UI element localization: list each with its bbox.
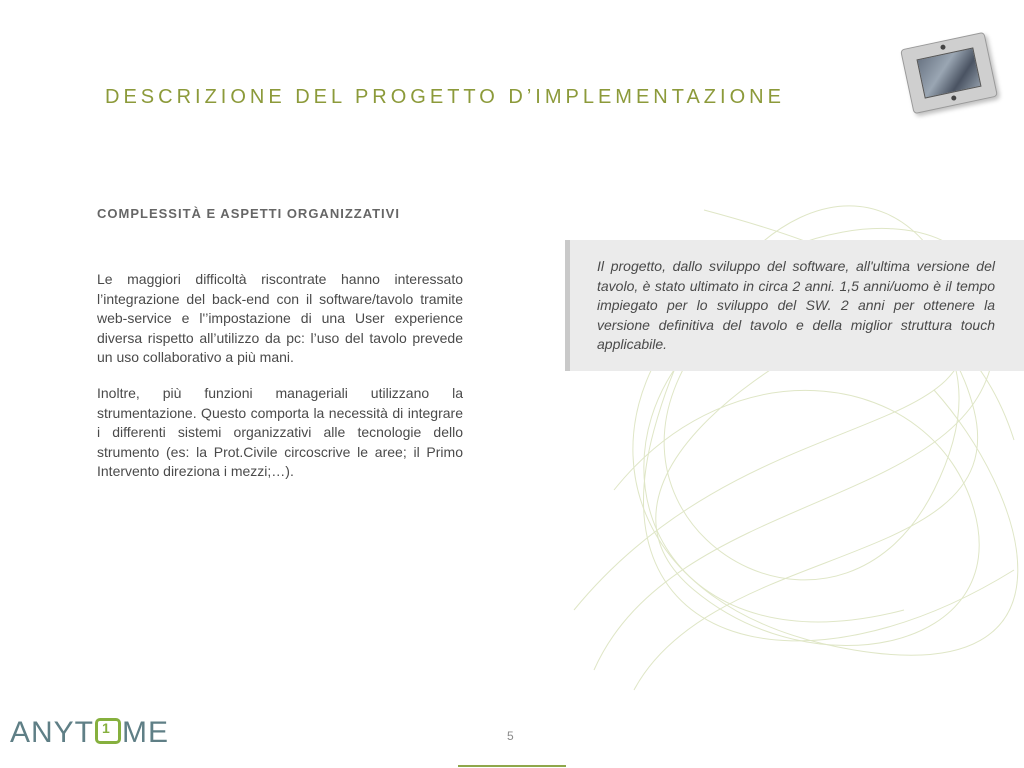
page-number: 5 (507, 729, 514, 743)
logo-text-end: ME (122, 716, 170, 749)
paragraph-functions: Inoltre, più funzioni manageriali utilizzano la strumentazione. Questo comporta la necessità di integrare i differenti sistemi organizzativi alle tecnologie dello strumento (es: la Prot.Civile circoscrive le aree; il Primo Intervento direziona i mezzi;…). (97, 385, 463, 479)
section-subtitle: COMPLESSITÀ E ASPETTI ORGANIZZATIVI (97, 206, 400, 221)
page-title: DESCRIZIONE DEL PROGETTO D’IMPLEMENTAZIONE (105, 86, 785, 108)
callout-text: Il progetto, dallo sviluppo del software, all'ultima versione del tavolo, è stato ultimato in circa 2 anni. 1,5 anni/uomo è il tempo impiegato per lo sviluppo del SW. 2 anni per ottenere la versione definitiva del tavolo e della miglior struttura touch applicabile. (597, 258, 995, 352)
tablet-device-icon (900, 32, 998, 114)
callout-box (565, 240, 1024, 371)
logo-mark-icon (95, 718, 121, 744)
paragraph-difficulties: Le maggiori difficoltà riscontrate hanno interessato l’integrazione del back-end con il software/tavolo tramite web-service e l'’impostazione di una User experience diversa rispetto all’utilizzo da pc: l’uso del tavolo prevede un uso collaborativo a più mani. (97, 271, 463, 365)
logo-mark-number: 1 (102, 720, 111, 736)
logo-text-start: ANYT (10, 716, 95, 749)
anytime-logo (10, 716, 169, 750)
footer-divider (458, 765, 566, 767)
